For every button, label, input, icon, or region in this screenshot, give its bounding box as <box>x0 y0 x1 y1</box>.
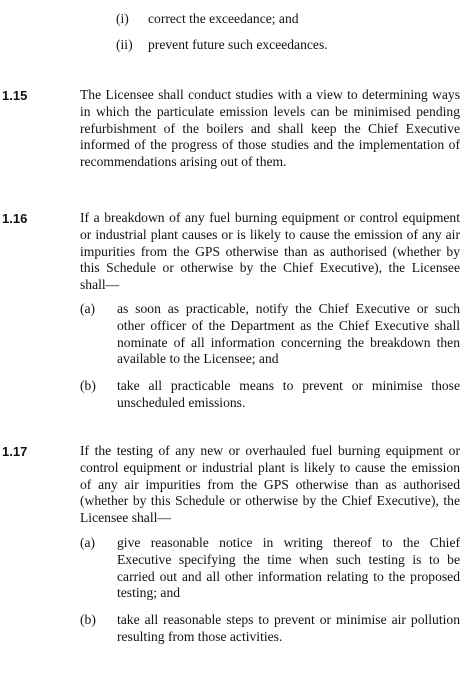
item-label: (i) <box>116 11 129 26</box>
item-text: take all reasonable steps to prevent or minimise air pollution resulting from those activities. <box>117 612 460 644</box>
section-body-1-15: The Licensee shall conduct studies with a view to determining ways in which the particulate emission levels can be minimised pending refurbishment of the boilers and shall keep the Chief Executive informed of the progress of those studies and the implementation of recommendations arising out of them. <box>80 87 460 170</box>
section-body-1-17: If the testing of any new or overhauled fuel burning equipment or control equipment or industrial plant is likely to cause the emission of any air impurities from the GPS otherwise than as authorised (whether by this Schedule or otherwise by the Chief Executive), the Licensee shall— <box>80 443 460 526</box>
section-number-1-15: 1.15 <box>2 88 28 103</box>
top-item-ii <box>116 37 456 54</box>
section-1-16-item-b <box>80 378 460 412</box>
section-1-17-item-a <box>80 535 460 602</box>
section-number-1-17: 1.17 <box>2 444 28 459</box>
item-text: correct the exceedance; and <box>148 11 299 26</box>
item-label: (ii) <box>116 37 133 52</box>
item-text: take all practicable means to prevent or minimise those unscheduled emissions. <box>117 378 460 410</box>
item-text: as soon as practicable, notify the Chief Executive or such other officer of the Department as the Chief Executive shall nominate of all information concerning the breakdown then available to the Licensee; and <box>117 301 460 367</box>
section-1-16-item-a <box>80 301 460 368</box>
item-text: give reasonable notice in writing thereof to the Chief Executive specifying the time when such testing is to be carried out and all other information relating to the proposed testing; and <box>117 535 460 601</box>
section-number-1-16: 1.16 <box>2 211 28 226</box>
section-body-1-16: If a breakdown of any fuel burning equipment or control equipment or industrial plant causes or is likely to cause the emission of any air impurities from the GPS otherwise than as authorised (whether by this Schedule or otherwise by the Chief Executive), the Licensee shall— <box>80 210 460 293</box>
item-text: prevent future such exceedances. <box>148 37 328 52</box>
top-item-i <box>116 11 456 28</box>
item-label: (a) <box>80 535 96 550</box>
item-label: (b) <box>80 612 96 627</box>
section-1-17-item-b <box>80 612 460 646</box>
item-label: (a) <box>80 301 96 316</box>
item-label: (b) <box>80 378 96 393</box>
